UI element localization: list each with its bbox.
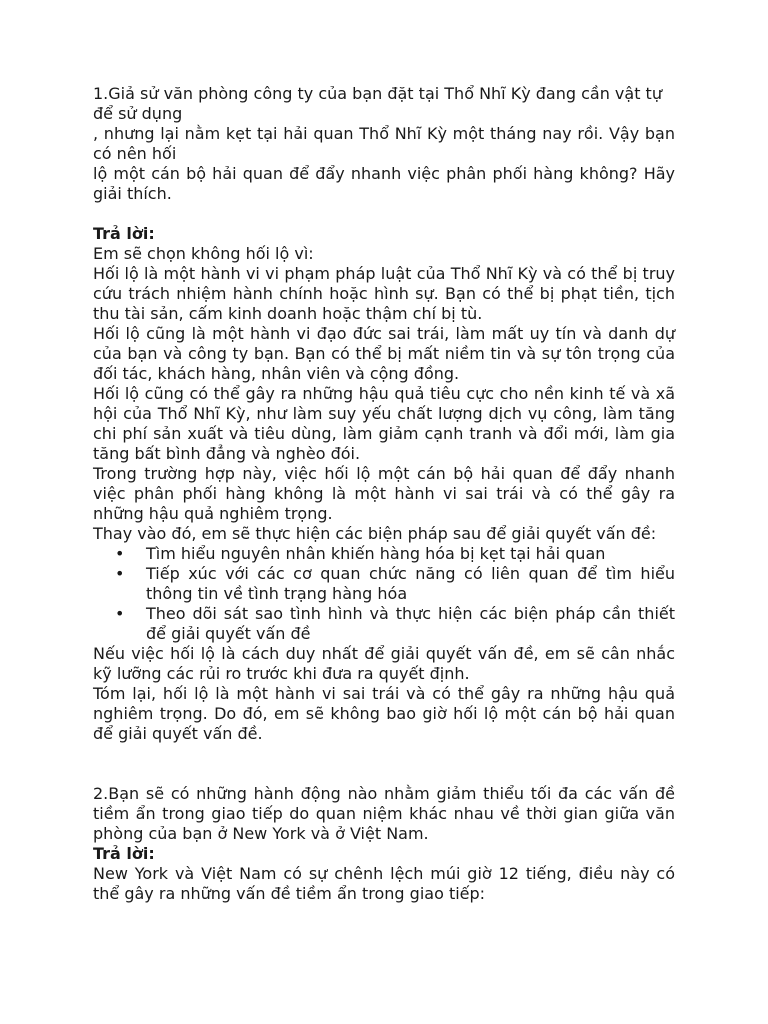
list-item: [93, 604, 675, 644]
question-1-line: lộ một cán bộ hải quan để đẩy nhanh việc phân phối hàng không? Hãy giải thích.: [93, 164, 675, 203]
bullet-icon: •: [115, 544, 125, 563]
bullet-icon: •: [115, 604, 125, 623]
answer-1-paragraph: Thay vào đó, em sẽ thực hiện các biện pháp sau để giải quyết vấn đề:: [93, 524, 657, 543]
list-item: [93, 564, 675, 604]
answer-1-paragraph: Hối lộ là một hành vi vi phạm pháp luật của Thổ Nhĩ Kỳ và có thể bị truy cứu trách nhiệm hành chính hoặc hình sự. Bạn có thể bị phạt tiền, tịch thu tài sản, cấm kinh doanh hoặc thậm chí bị tù.: [93, 264, 675, 323]
list-item-text: Tiếp xúc với các cơ quan chức năng có liên quan để tìm hiểu thông tin về tình trạng hàng hóa: [146, 564, 675, 603]
question-2: 2.Bạn sẽ có những hành động nào nhằm giảm thiểu tối đa các vấn đề tiềm ẩn trong giao tiếp do quan niệm khác nhau về thời gian giữa văn phòng của bạn ở New York và ở Việt Nam.: [93, 784, 675, 843]
question-1-line: 1.Giả sử văn phòng công ty của bạn đặt tại Thổ Nhĩ Kỳ đang cần vật tự để sử dụng: [93, 84, 662, 123]
answer-2-paragraph: New York và Việt Nam có sự chênh lệch múi giờ 12 tiếng, điều này có thể gây ra những vấn đề tiềm ẩn trong giao tiếp:: [93, 864, 675, 903]
measures-list: [93, 544, 675, 644]
document-page: [93, 84, 675, 904]
list-item: [93, 544, 675, 564]
list-item-text: Tìm hiểu nguyên nhân khiến hàng hóa bị kẹt tại hải quan: [146, 544, 606, 563]
answer-1-closing: Nếu việc hối lộ là cách duy nhất để giải quyết vấn đề, em sẽ cân nhắc kỹ lưỡng các rủi ro trước khi đưa ra quyết định.: [93, 644, 675, 683]
answer-1-paragraph: Hối lộ cũng có thể gây ra những hậu quả tiêu cực cho nền kinh tế và xã hội của Thổ Nhĩ Kỳ, như làm suy yếu chất lượng dịch vụ công, làm tăng chi phí sản xuất và tiêu dùng, làm giảm cạnh tranh và đổi mới, làm gia tăng bất bình đẳng và nghèo đói.: [93, 384, 675, 463]
bullet-icon: •: [115, 564, 125, 583]
answer-1-closing: Tóm lại, hối lộ là một hành vi sai trái và có thể gây ra những hậu quả nghiêm trọng. Do đó, em sẽ không bao giờ hối lộ một cán bộ hải quan để giải quyết vấn đề.: [93, 684, 675, 743]
answer-1-heading: Trả lời:: [93, 224, 155, 243]
answer-1-paragraph: Trong trường hợp này, việc hối lộ một cán bộ hải quan để đẩy nhanh việc phân phối hàng không là một hành vi sai trái và có thể gây ra những hậu quả nghiêm trọng.: [93, 464, 675, 523]
question-1: [93, 84, 675, 204]
list-item-text: Theo dõi sát sao tình hình và thực hiện các biện pháp cần thiết để giải quyết vấn đề: [146, 604, 675, 643]
answer-1-paragraph: Hối lộ cũng là một hành vi đạo đức sai trái, làm mất uy tín và danh dự của bạn và công ty bạn. Bạn có thể bị mất niềm tin và sự tôn trọng của đối tác, khách hàng, nhân viên và cộng đồng.: [93, 324, 675, 383]
answer-2-heading: Trả lời:: [93, 844, 155, 863]
question-1-line: , nhưng lại nằm kẹt tại hải quan Thổ Nhĩ Kỳ một tháng nay rồi. Vậy bạn có nên hối: [93, 124, 675, 163]
answer-1-intro: Em sẽ chọn không hối lộ vì:: [93, 244, 314, 263]
